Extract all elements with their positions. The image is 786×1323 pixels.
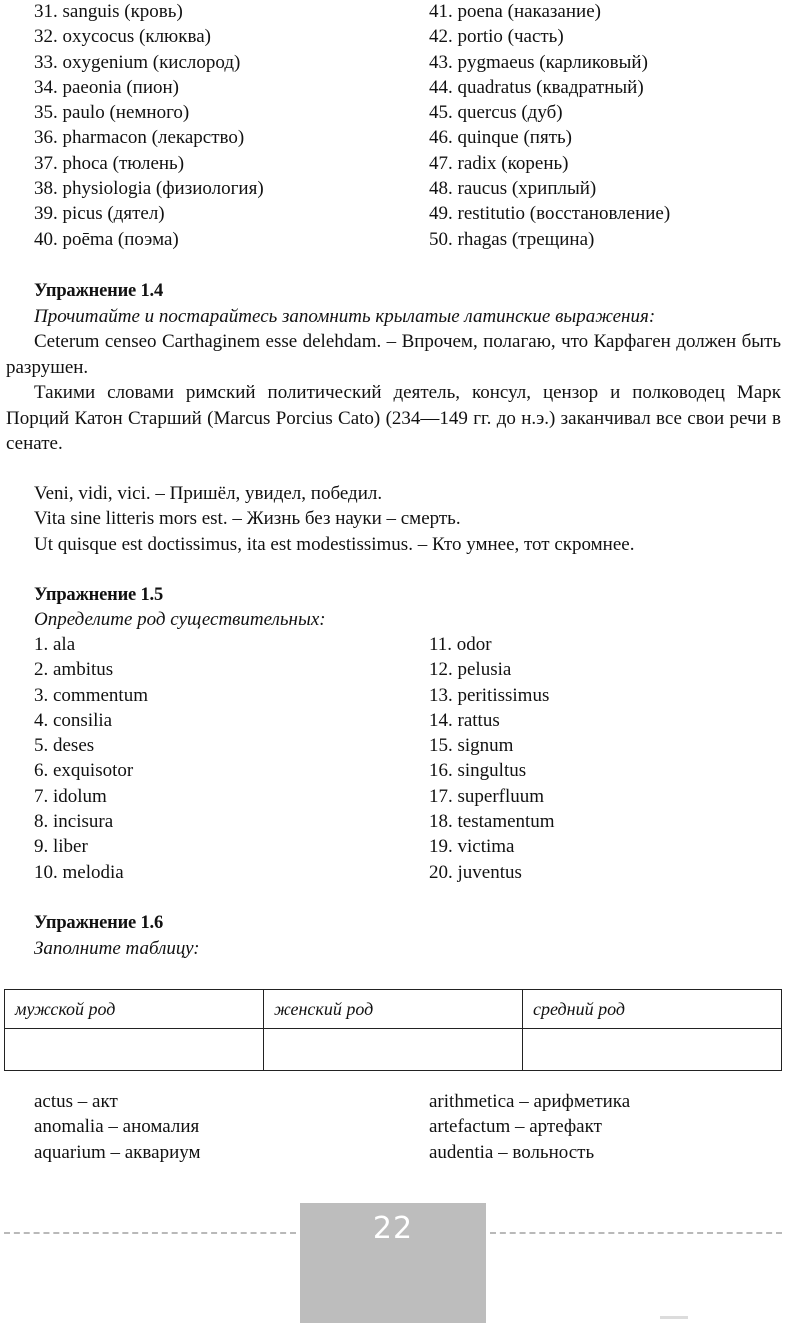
list-item: 41. poena (наказание)	[429, 1, 601, 22]
noun-list-column-right	[429, 632, 774, 885]
word-list-column-left	[34, 0, 414, 252]
list-item: 42. portio (часть)	[429, 26, 564, 48]
table-header-row	[5, 990, 782, 1029]
list-item: 50. rhagas (трещина)	[429, 228, 595, 250]
list-item: 4. consilia	[34, 709, 113, 731]
list-item: 12. pelusia	[429, 659, 512, 681]
list-item: 3. commentum	[34, 684, 148, 706]
list-item: 33. oxygenium (кислород)	[34, 51, 241, 73]
gender-table	[4, 989, 782, 1071]
list-item: 38. physiologia (физиология)	[34, 178, 264, 200]
footer-dashed-line-left	[4, 1232, 296, 1234]
list-item: 32. oxycocus (клюква)	[34, 26, 211, 48]
list-item: 7. idolum	[34, 785, 107, 807]
list-item: artefactum – артефакт	[429, 1116, 602, 1138]
exercise-1-4-instruction: Прочитайте и постарайтесь запомнить крылатые латинские выражения:	[34, 306, 656, 327]
word-list-column-right	[429, 0, 774, 252]
exercise-1-6-heading: Упражнение 1.6	[34, 913, 164, 933]
table-row	[5, 1029, 782, 1071]
list-item: arithmetica – арифметика	[429, 1091, 631, 1112]
exercise-1-5-heading: Упражнение 1.5	[34, 585, 164, 605]
list-item: 37. phoca (тюлень)	[34, 152, 185, 174]
footer-dashed-line-right	[490, 1232, 782, 1234]
list-item: 36. pharmacon (лекарство)	[34, 127, 245, 149]
list-item: 47. radix (корень)	[429, 152, 569, 174]
noun-list-column-left	[34, 632, 414, 885]
table-header-cell: женский род	[264, 990, 523, 1029]
exercise-1-4-paragraph-1: Ceterum censeo Carthaginem esse delehdam. – Впрочем, полагаю, что Карфаген должен быть разрушен.	[6, 331, 781, 378]
list-item: 1. ala	[34, 634, 76, 655]
corner-mark	[660, 1316, 688, 1319]
exercise-1-5-instruction: Определите род существительных:	[34, 609, 326, 630]
list-item: 18. testamentum	[429, 811, 555, 833]
exercise-1-6-instruction: Заполните таблицу:	[34, 938, 200, 959]
list-item: 17. superfluum	[429, 785, 545, 807]
page-number: 22	[372, 1211, 414, 1246]
list-item: 46. quinque (пять)	[429, 127, 572, 149]
list-item: 16. singultus	[429, 760, 527, 782]
list-item: 43. pygmaeus (карликовый)	[429, 51, 648, 73]
list-item: 8. incisura	[34, 811, 114, 833]
table-empty-cell	[264, 1029, 523, 1071]
list-item: 10. melodia	[34, 861, 124, 883]
latin-phrase: Ut quisque est doctissimus, ita est modestissimus. – Кто умнее, тот скромнее.	[34, 534, 635, 555]
list-item: 35. paulo (немного)	[34, 102, 190, 124]
list-item: 44. quadratus (квадратный)	[429, 76, 644, 98]
list-item: audentia – вольность	[429, 1141, 595, 1163]
list-item: 6. exquisotor	[34, 760, 134, 782]
page-number-tab	[300, 1203, 486, 1323]
vocabulary-column-right	[429, 1089, 774, 1165]
list-item: 45. quercus (дуб)	[429, 102, 563, 124]
list-item: anomalia – аномалия	[34, 1116, 200, 1138]
list-item: 5. deses	[34, 735, 95, 757]
list-item: 49. restitutio (восстановление)	[429, 203, 671, 225]
exercise-1-4-heading: Упражнение 1.4	[34, 281, 164, 301]
list-item: 2. ambitus	[34, 659, 114, 681]
list-item: 19. victima	[429, 836, 515, 858]
table-empty-cell	[523, 1029, 782, 1071]
list-item: 15. signum	[429, 735, 514, 757]
table-header-cell: мужской род	[5, 990, 264, 1029]
exercise-1-4-paragraph-2: Такими словами римский политический деятель, консул, цензор и полководец Марк Порций Катон Старший (Marcus Porcius Cato) (234—149 гг. до н.э.) заканчивал все свои речи в сенате.	[6, 382, 781, 454]
list-item: 40. poēma (поэма)	[34, 228, 179, 250]
latin-phrase: Veni, vidi, vici. – Пришёл, увидел, победил.	[34, 483, 383, 504]
list-item: 39. picus (дятел)	[34, 203, 165, 225]
list-item: actus – акт	[34, 1091, 118, 1112]
list-item: 34. paeonia (пион)	[34, 76, 179, 98]
list-item: 31. sanguis (кровь)	[34, 1, 183, 22]
list-item: 20. juventus	[429, 861, 522, 883]
table-empty-cell	[5, 1029, 264, 1071]
list-item: 13. peritissimus	[429, 684, 550, 706]
latin-phrase: Vita sine litteris mors est. – Жизнь без науки – смерть.	[34, 508, 461, 529]
list-item: 9. liber	[34, 836, 88, 858]
list-item: 11. odor	[429, 634, 492, 655]
table-header-cell: средний род	[523, 990, 782, 1029]
list-item: aquarium – аквариум	[34, 1141, 201, 1163]
vocabulary-column-left	[34, 1089, 414, 1165]
list-item: 48. raucus (хриплый)	[429, 178, 597, 200]
list-item: 14. rattus	[429, 709, 500, 731]
